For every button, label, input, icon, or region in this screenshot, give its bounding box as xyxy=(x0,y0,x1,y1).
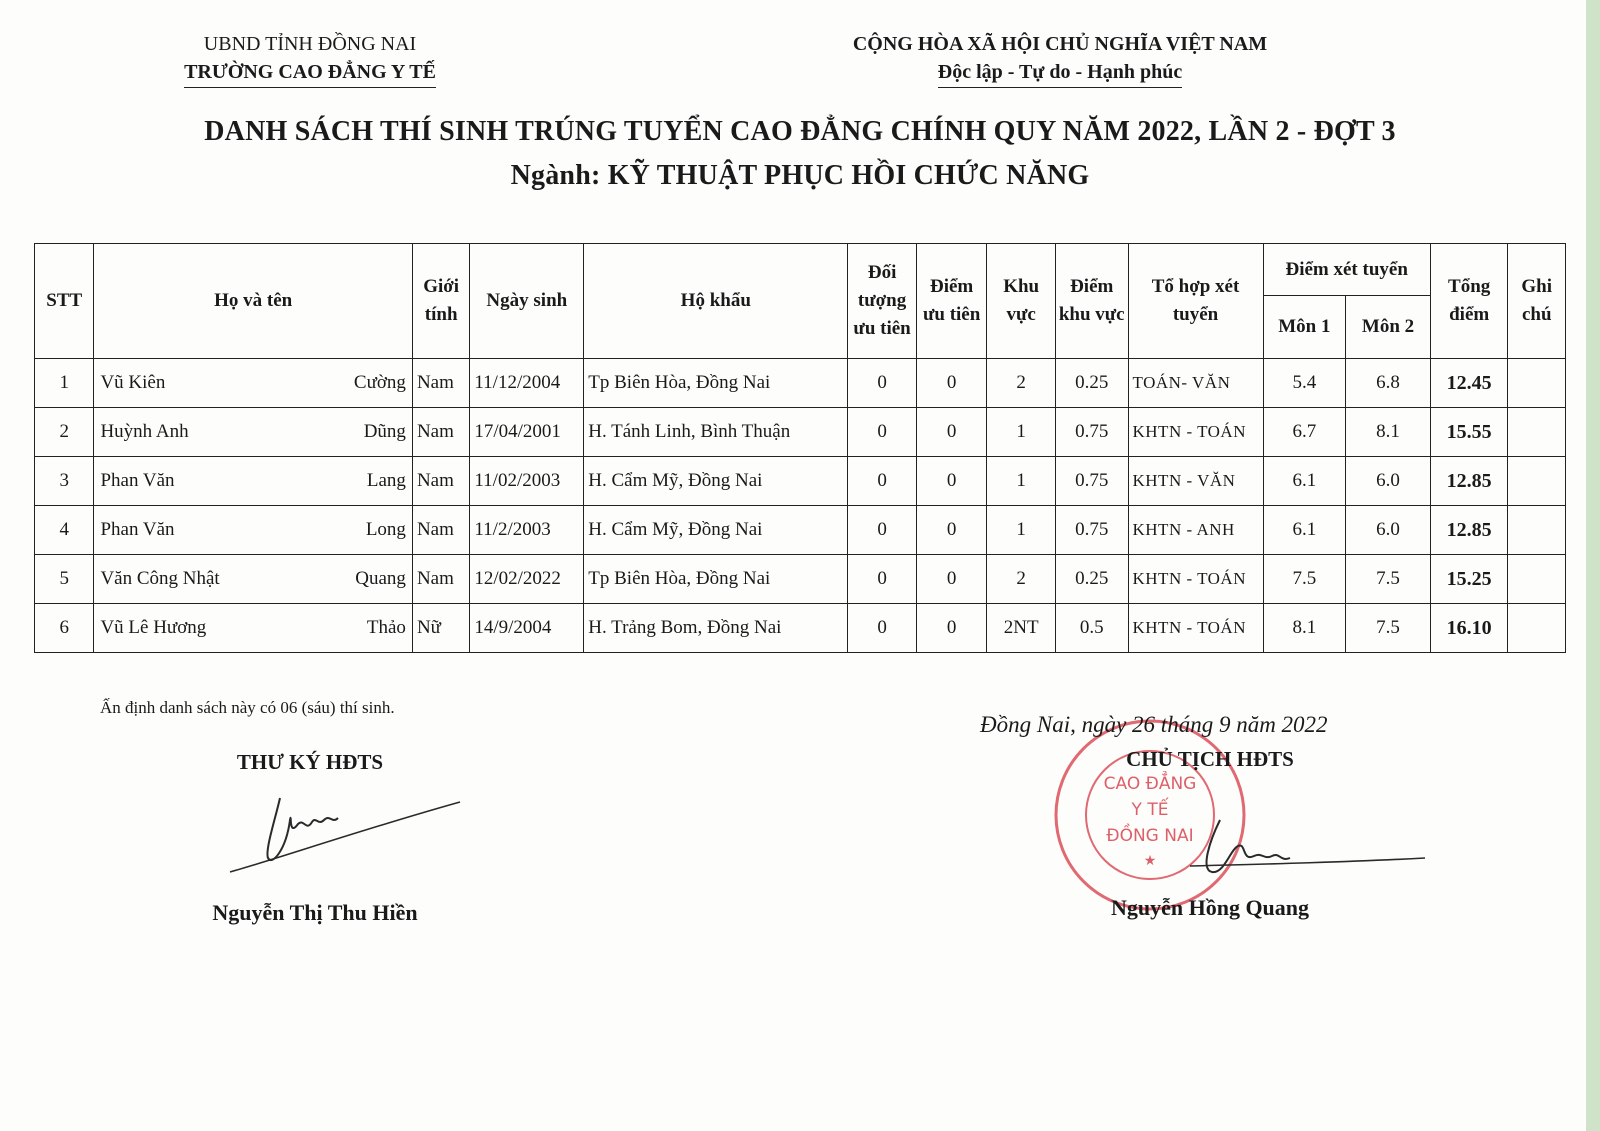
admission-table xyxy=(34,243,1566,653)
document-title: DANH SÁCH THÍ SINH TRÚNG TUYỂN CAO ĐẲNG CHÍNH QUY NĂM 2022, LẦN 2 - ĐỢT 3 xyxy=(204,116,1396,147)
cell-total: 12.85 xyxy=(1430,506,1508,555)
cell-first-name: Thảo xyxy=(366,617,406,638)
cell-residence: Tp Biên Hòa, Đồng Nai xyxy=(584,555,848,604)
signing-date: Đồng Nai, ngày 26 tháng 9 năm 2022 xyxy=(980,712,1328,737)
cell-gender: Nam xyxy=(412,555,469,604)
cell-subject2: 6.0 xyxy=(1346,457,1431,506)
cell-region: 2NT xyxy=(987,604,1056,653)
cell-priority-points: 0 xyxy=(916,359,987,408)
secretary-signature xyxy=(220,780,480,890)
cell-subject-combo: KHTN - ANH xyxy=(1128,506,1263,555)
table-row xyxy=(35,555,1566,604)
cell-stt: 2 xyxy=(35,408,94,457)
cell-region: 1 xyxy=(987,408,1056,457)
cell-gender: Nữ xyxy=(412,604,469,653)
cell-region: 1 xyxy=(987,457,1056,506)
cell-gender: Nam xyxy=(412,457,469,506)
cell-residence: H. Trảng Bom, Đồng Nai xyxy=(584,604,848,653)
cell-notes xyxy=(1508,457,1566,506)
cell-name xyxy=(94,604,412,653)
cell-region: 1 xyxy=(987,506,1056,555)
cell-residence: H. Cẩm Mỹ, Đồng Nai xyxy=(584,506,848,555)
cell-given-names: Phan Văn xyxy=(100,470,175,491)
cell-priority-group: 0 xyxy=(848,359,917,408)
col-header-priority-points: Điểm ưu tiên xyxy=(916,244,987,359)
cell-stt: 1 xyxy=(35,359,94,408)
cell-given-names: Văn Công Nhật xyxy=(100,568,220,589)
cell-notes xyxy=(1508,359,1566,408)
cell-dob: 12/02/2022 xyxy=(470,555,584,604)
cell-priority-points: 0 xyxy=(916,457,987,506)
cell-notes xyxy=(1508,555,1566,604)
cell-priority-points: 0 xyxy=(916,555,987,604)
cell-priority-group: 0 xyxy=(848,555,917,604)
national-name: CỘNG HÒA XÃ HỘI CHỦ NGHĨA VIỆT NAM xyxy=(852,33,1268,55)
cell-subject-combo: KHTN - TOÁN xyxy=(1128,408,1263,457)
chairman-title: CHỦ TỊCH HĐTS xyxy=(1126,747,1294,771)
cell-total: 15.25 xyxy=(1430,555,1508,604)
cell-total: 12.85 xyxy=(1430,457,1508,506)
col-header-subject1: Môn 1 xyxy=(1263,296,1346,359)
cell-subject1: 7.5 xyxy=(1263,555,1346,604)
table-row xyxy=(35,457,1566,506)
cell-given-names: Huỳnh Anh xyxy=(100,421,189,442)
cell-stt: 3 xyxy=(35,457,94,506)
cell-priority-group: 0 xyxy=(848,506,917,555)
cell-subject-combo: KHTN - TOÁN xyxy=(1128,604,1263,653)
cell-region: 2 xyxy=(987,555,1056,604)
cell-subject2: 8.1 xyxy=(1346,408,1431,457)
national-motto: Độc lập - Tự do - Hạnh phúc xyxy=(938,58,1182,88)
col-header-stt: STT xyxy=(35,244,94,359)
document-subtitle: Ngành: KỸ THUẬT PHỤC HỒI CHỨC NĂNG xyxy=(510,160,1090,191)
cell-priority-group: 0 xyxy=(848,457,917,506)
cell-stt: 5 xyxy=(35,555,94,604)
cell-dob: 11/12/2004 xyxy=(470,359,584,408)
col-header-subject-combo: Tổ hợp xét tuyển xyxy=(1128,244,1263,359)
cell-region-points: 0.25 xyxy=(1055,359,1128,408)
cell-stt: 6 xyxy=(35,604,94,653)
col-header-gender: Giới tính xyxy=(412,244,469,359)
cell-priority-group: 0 xyxy=(848,604,917,653)
cell-priority-points: 0 xyxy=(916,506,987,555)
cell-gender: Nam xyxy=(412,506,469,555)
cell-notes xyxy=(1508,506,1566,555)
secretary-name: Nguyễn Thị Thu Hiền xyxy=(212,900,418,925)
candidate-count-note: Ấn định danh sách này có 06 (sáu) thí sinh. xyxy=(100,698,395,717)
table-row xyxy=(35,359,1566,408)
cell-residence: H. Cẩm Mỹ, Đồng Nai xyxy=(584,457,848,506)
cell-subject2: 6.0 xyxy=(1346,506,1431,555)
cell-subject2: 7.5 xyxy=(1346,555,1431,604)
col-header-name: Họ và tên xyxy=(94,244,412,359)
seal-text-line2: Y TẾ xyxy=(1131,800,1169,820)
cell-region-points: 0.75 xyxy=(1055,457,1128,506)
cell-total: 12.45 xyxy=(1430,359,1508,408)
cell-priority-group: 0 xyxy=(848,408,917,457)
cell-name xyxy=(94,359,412,408)
col-header-subject2: Môn 2 xyxy=(1346,296,1431,359)
cell-dob: 17/04/2001 xyxy=(470,408,584,457)
col-header-priority-group: Đối tượng ưu tiên xyxy=(848,244,917,359)
secretary-title: THƯ KÝ HĐTS xyxy=(236,750,384,774)
cell-residence: H. Tánh Linh, Bình Thuận xyxy=(584,408,848,457)
cell-priority-points: 0 xyxy=(916,604,987,653)
col-header-total: Tổng điểm xyxy=(1430,244,1508,359)
cell-notes xyxy=(1508,408,1566,457)
cell-first-name: Quang xyxy=(355,568,406,589)
cell-total: 15.55 xyxy=(1430,408,1508,457)
issuer-school: TRƯỜNG CAO ĐẲNG Y TẾ xyxy=(184,58,436,88)
cell-region: 2 xyxy=(987,359,1056,408)
cell-notes xyxy=(1508,604,1566,653)
cell-name xyxy=(94,555,412,604)
cell-region-points: 0.5 xyxy=(1055,604,1128,653)
table-row xyxy=(35,604,1566,653)
cell-subject1: 6.1 xyxy=(1263,506,1346,555)
cell-residence: Tp Biên Hòa, Đồng Nai xyxy=(584,359,848,408)
cell-dob: 14/9/2004 xyxy=(470,604,584,653)
chairman-signature xyxy=(1150,800,1430,900)
cell-subject2: 6.8 xyxy=(1346,359,1431,408)
col-header-residence: Hộ khẩu xyxy=(584,244,848,359)
table-row xyxy=(35,408,1566,457)
table-row xyxy=(35,506,1566,555)
cell-subject1: 5.4 xyxy=(1263,359,1346,408)
cell-given-names: Phan Văn xyxy=(100,519,175,540)
national-header xyxy=(810,30,1310,88)
issuer-header xyxy=(150,30,470,88)
cell-first-name: Cường xyxy=(353,372,406,393)
cell-dob: 11/02/2003 xyxy=(470,457,584,506)
seal-star-icon: ★ xyxy=(1143,853,1157,869)
cell-total: 16.10 xyxy=(1430,604,1508,653)
col-header-region: Khu vực xyxy=(987,244,1056,359)
cell-given-names: Vũ Lê Hương xyxy=(100,617,207,638)
cell-subject2: 7.5 xyxy=(1346,604,1431,653)
cell-subject-combo: KHTN - TOÁN xyxy=(1128,555,1263,604)
cell-stt: 4 xyxy=(35,506,94,555)
col-header-dob: Ngày sinh xyxy=(470,244,584,359)
cell-subject1: 8.1 xyxy=(1263,604,1346,653)
cell-given-names: Vũ Kiên xyxy=(100,372,166,393)
cell-first-name: Long xyxy=(365,519,406,540)
cell-first-name: Dũng xyxy=(363,421,406,442)
col-header-admission-scores: Điểm xét tuyển xyxy=(1263,244,1430,296)
cell-priority-points: 0 xyxy=(916,408,987,457)
issuer-authority: UBND TỈNH ĐỒNG NAI xyxy=(203,33,417,55)
seal-text-line3: ĐỒNG NAI xyxy=(1106,826,1194,846)
chairman-name: Nguyễn Hồng Quang xyxy=(1110,895,1310,920)
cell-gender: Nam xyxy=(412,408,469,457)
cell-region-points: 0.75 xyxy=(1055,408,1128,457)
cell-region-points: 0.75 xyxy=(1055,506,1128,555)
cell-subject-combo: KHTN - VĂN xyxy=(1128,457,1263,506)
cell-name xyxy=(94,408,412,457)
cell-first-name: Lang xyxy=(366,470,406,491)
cell-dob: 11/2/2003 xyxy=(470,506,584,555)
cell-subject1: 6.1 xyxy=(1263,457,1346,506)
col-header-region-points: Điểm khu vực xyxy=(1055,244,1128,359)
cell-name xyxy=(94,506,412,555)
seal-text-line1: CAO ĐẲNG xyxy=(1103,774,1197,794)
cell-gender: Nam xyxy=(412,359,469,408)
col-header-notes: Ghi chú xyxy=(1508,244,1566,359)
cell-name xyxy=(94,457,412,506)
cell-subject1: 6.7 xyxy=(1263,408,1346,457)
cell-subject-combo: TOÁN- VĂN xyxy=(1128,359,1263,408)
cell-region-points: 0.25 xyxy=(1055,555,1128,604)
